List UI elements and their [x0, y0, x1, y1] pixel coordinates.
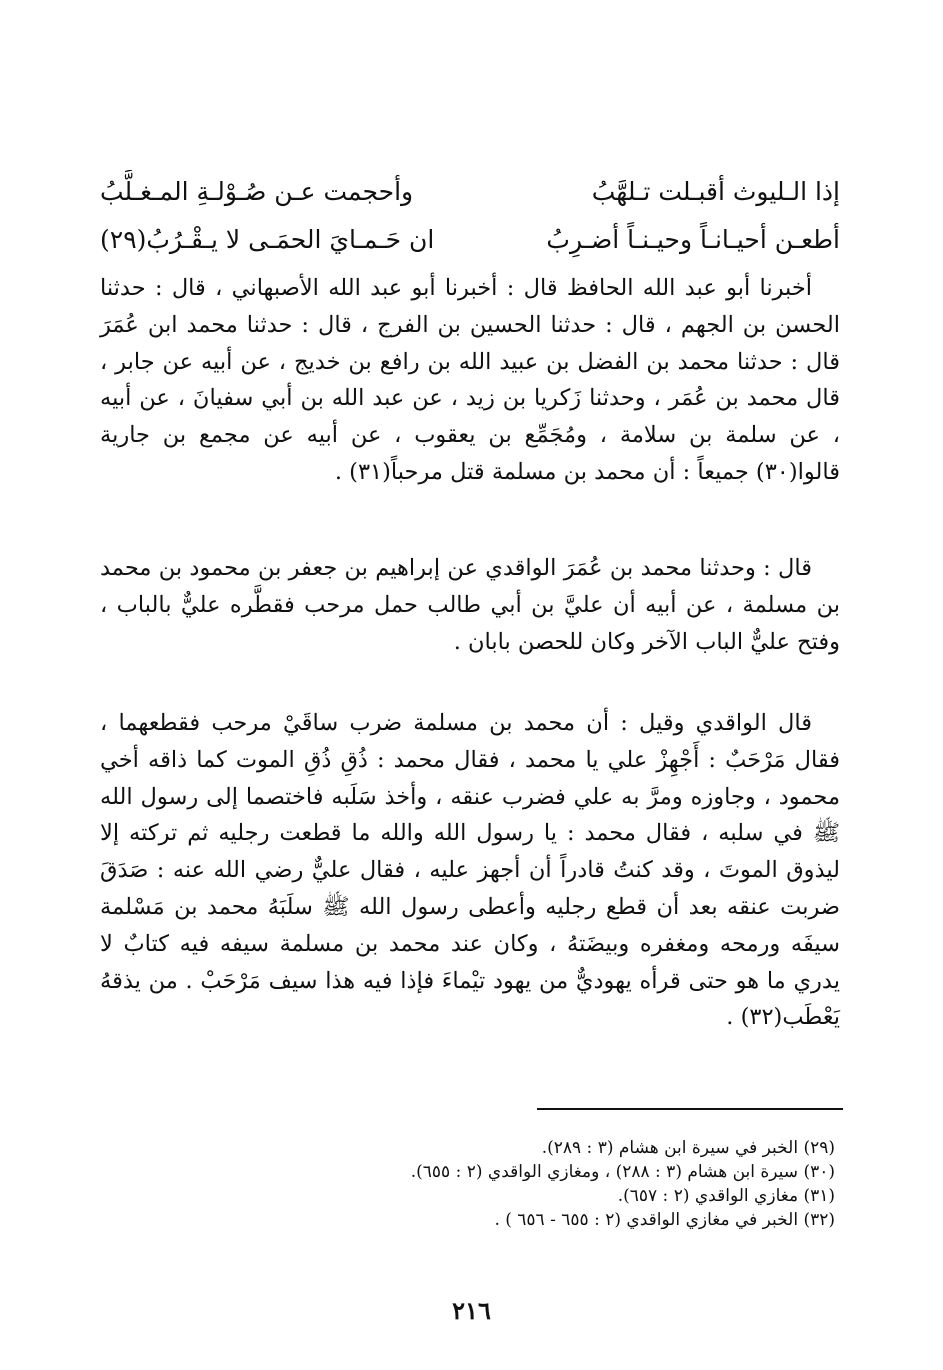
footnotes-list: [235, 1136, 835, 1232]
body-paragraph: [100, 550, 840, 660]
poem-verse: [100, 218, 840, 262]
paragraph-text: أخبرنا أبو عبد الله الحافظ قال : أخبرنا أبو عبد الله الأصبهاني ، قال : حدثنا الحسن بن الجهم ، قال : حدثنا الحسين بن الفرج ، قال : حدثنا محمد ابن عُمَرَ قال : حدثنا محمد بن الفضل بن عبيد الله بن رافع بن خديج ، عن أبيه عن جابر ، قال محمد بن عُمَر ، وحدثنا زَكريا بن زيد ، عن عبد الله بن أبي سفيانَ ، عن أبيه ، عن سلمة بن سلامة ، ومُجَمِّع بن يعقوب ، عن أبيه عن مجمع بن جارية قالوا(٣٠) جميعاً : أن محمد بن مسلمة قتل مرحباً(٣١) .: [100, 275, 840, 485]
verse-second-hemistich: ان حَـمـايَ الحمَـى لا يـقْـرُبُ(٢٩): [100, 225, 435, 254]
page-number: ٢١٦: [452, 1296, 491, 1325]
verse-second-hemistich: وأحجمت عـن صُـوْلـةِ المـغـلَّبُ: [100, 177, 414, 206]
poem-verse: [100, 170, 840, 214]
paragraph-text: قال : وحدثنا محمد بن عُمَرَ الواقدي عن إبراهيم بن جعفر بن محمود بن محمد بن مسلمة ، عن أبيه أن عليَّ بن أبي طالب حمل مرحب فقطَّره عليٌّ بالباب ، وفتح عليٌّ الباب الآخر وكان للحصن بابان .: [100, 555, 840, 655]
body-paragraph: [100, 270, 840, 491]
footnote: (٣١) مغازي الواقدي (٢ : ٦٥٧).: [617, 1186, 835, 1206]
paragraph-text: قال الواقدي وقيل : أن محمد بن مسلمة ضرب ساقَيْ مرحب فقطعهما ، فقال مَرْحَبٌ : أَجْهِزْ علي يا محمد ، فقال محمد : ذُقِ ذُقِ الموت كما ذاقه أخي محمود ، وجاوزه ومرَّ به علي فضرب عنقه ، وأخذ سَلَبه فاختصما إلى رسول الله ﷺ في سلبه ، فقال محمد : يا رسول الله والله ما قطعت رجليه ثم تركته إلا ليذوق الموتَ ، وقد كنتُ قادراً أن أجهز عليه ، فقال عليٌّ رضي الله عنه : صَدَقَ ضربت عنقه بعد أن قطع رجليه وأعطى رسول الله ﷺ سلَبَهُ محمد بن مَسْلمة سيفَه ورمحه ومغفره وبيضَتهُ ، وكان عند محمد بن مسلمة سيفه فيه كتابٌ لا يدري ما هو حتى قرأه يهوديٌّ من يهود تيْماءَ فإذا فيه هذا سيف مَرْحَبْ . من يذقهُ يَعْطَب(٣٢) .: [100, 710, 840, 1031]
footnote: (٣٠) سيرة ابن هشام (٣ : ٢٨٨) ، ومغازي الواقدي (٢ : ٦٥٥).: [410, 1162, 835, 1182]
verse-first-hemistich: أطعـن أحيـانـاً وحيـنـاً أضـرِبُ: [546, 225, 840, 254]
footnote: (٢٩) الخبر في سيرة ابن هشام (٣ : ٢٨٩).: [541, 1138, 835, 1158]
footnote: (٣٢) الخبر في مغازي الواقدي (٢ : ٦٥٥ - ٦٥٦ ) .: [494, 1210, 835, 1230]
verse-first-hemistich: إذا الـليوث أقبـلت تـلهَّبُ: [591, 177, 840, 206]
body-paragraph: [100, 705, 840, 1036]
footnote-separator: [537, 1108, 843, 1110]
